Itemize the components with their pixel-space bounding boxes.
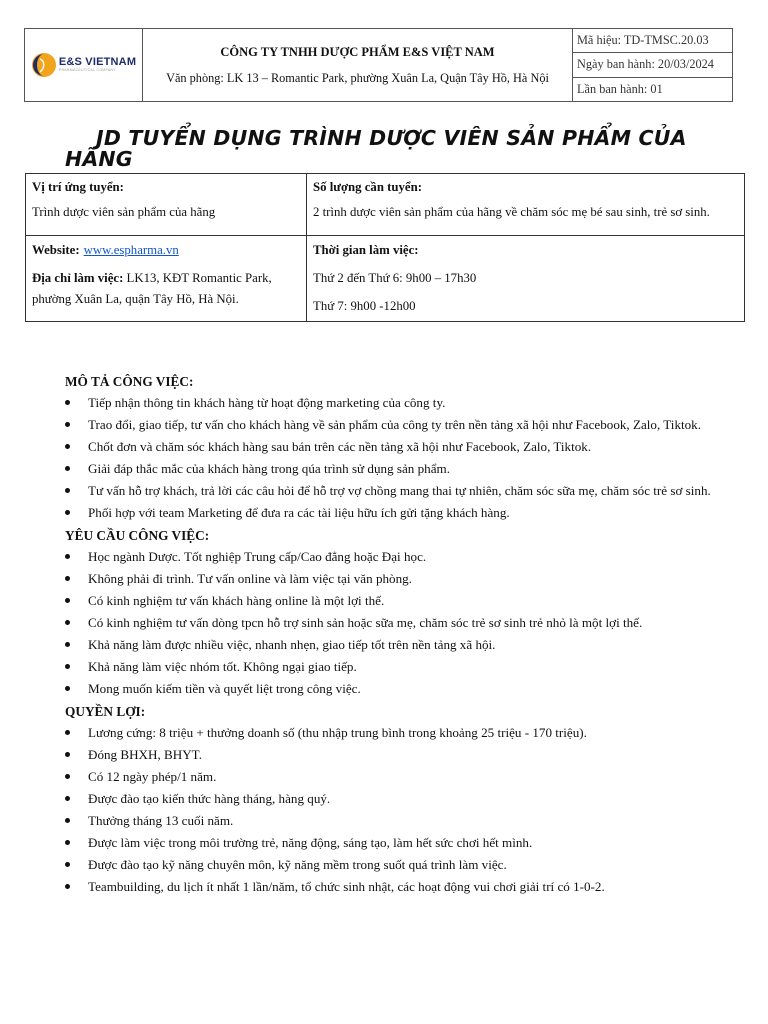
office-address: Văn phòng: LK 13 – Romantic Park, phường Xuân La, Quận Tây Hồ, Hà Nội [166,70,549,85]
document-meta [573,29,732,101]
list-item: Học ngành Dược. Tốt nghiệp Trung cấp/Cao đẳng hoặc Đại học. [65,549,725,564]
list-item: Đóng BHXH, BHYT. [65,747,725,762]
position-value: Trình dược viên sản phẩm của hãng [32,205,216,219]
list-item: Không phải đi trình. Tư vấn online và làm việc tại văn phòng. [65,571,725,586]
quantity-cell [307,174,744,236]
list-item: Teambuilding, du lịch ít nhất 1 lần/năm, tổ chức sinh nhật, các hoạt động vui chơi giải trí có 1-0-2. [65,879,725,894]
list-item: Khả năng làm được nhiều việc, nhanh nhẹn, giao tiếp tốt trên nền tảng xã hội. [65,637,725,652]
address-value: LK13, KĐT Romantic Park, phường Xuân La, quận Tây Hồ, Hà Nội. [32,271,272,306]
list-item: Lương cứng: 8 triệu + thưởng doanh số (thu nhập trung bình trong khoảng 25 triệu - 170 triệu). [65,725,725,740]
list-item: Trao đổi, giao tiếp, tư vấn cho khách hàng về sản phẩm của công ty trên nền tảng xã hội như Facebook, Zalo, Tiktok. [65,417,725,432]
website-link[interactable]: www.espharma.vn [83,243,179,257]
list-item: Được đào tạo kiến thức hàng tháng, hàng quý. [65,791,725,806]
job-sections [65,373,725,901]
list-item: Có kinh nghiệm tư vấn dòng tpcn hỗ trợ sinh sản hoặc sữa mẹ, chăm sóc trẻ sơ sinh trẻ nhỏ là một lợi thế. [65,615,725,630]
list-item: Tiếp nhận thông tin khách hàng từ hoạt động marketing của công ty. [65,395,725,410]
doc-code: Mã hiệu: TD-TMSC.20.03 [573,29,732,53]
list-item: Có 12 ngày phép/1 năm. [65,769,725,784]
section-heading: MÔ TẢ CÔNG VIỆC: [65,374,194,389]
list-item: Giải đáp thắc mắc của khách hàng trong qúa trình sử dụng sản phẩm. [65,461,725,476]
list-item: Có kinh nghiệm tư vấn khách hàng online là một lợi thế. [65,593,725,608]
logo-name: E&S VIETNAM [58,56,137,68]
position-cell [26,174,307,236]
job-info-table [25,173,745,322]
section-benefits [65,703,725,894]
list-item: Được đào tạo kỹ năng chuyên môn, kỹ năng mềm trong suốt quá trình làm việc. [65,857,725,872]
list-item: Phối hợp với team Marketing để đưa ra các tài liệu hữu ích gửi tặng khách hàng. [65,505,725,520]
list-item: Tư vấn hỗ trợ khách, trả lời các câu hỏi để hỗ trợ vợ chồng mang thai tự nhiên, chăm sóc sữa mẹ, chăm sóc trẻ sơ sinh. [65,483,725,498]
list-item: Được làm việc trong môi trường trẻ, năng động, sáng tạo, làm hết sức chơi hết mình. [65,835,725,850]
address-label: Địa chỉ làm việc: [32,271,124,285]
issue-date: Ngày ban hành: 20/03/2024 [573,53,732,77]
company-logo [31,52,136,78]
logo-tagline: PHARMACEUTICAL COMPANY [58,68,116,72]
section-heading: QUYỀN LỢI: [65,704,146,719]
contact-cell [26,236,307,321]
page-title: JD TUYỂN DỤNG TRÌNH DƯỢC VIÊN SẢN PHẨM CỦA HÃNG [65,126,687,171]
list-item: Chốt đơn và chăm sóc khách hàng sau bán trên các nền tảng xã hội như Facebook, Zalo, Tiktok. [65,439,725,454]
website-label: Website: [32,243,80,257]
working-time-cell [307,236,744,321]
company-name: CÔNG TY TNHH DƯỢC PHẨM E&S VIỆT NAM [220,44,495,59]
list-item: Mong muốn kiếm tiền và quyết liệt trong công việc. [65,681,725,696]
company-cell [143,29,573,101]
work-address [32,268,300,310]
logo-cell [25,29,143,101]
time-saturday: Thứ 7: 9h00 -12h00 [313,299,416,313]
section-heading: YÊU CẦU CÔNG VIỆC: [65,528,210,543]
document-header [24,28,733,102]
quantity-value: 2 trình dược viên sản phẩm của hãng về chăm sóc mẹ bé sau sinh, trẻ sơ sinh. [313,205,710,219]
list-item: Khả năng làm việc nhóm tốt. Không ngại giao tiếp. [65,659,725,674]
time-label: Thời gian làm việc: [313,243,419,257]
section-requirements [65,527,725,696]
position-label: Vị trí ứng tuyển: [32,180,124,194]
quantity-label: Số lượng cần tuyển: [313,180,422,194]
section-job-description [65,373,725,520]
list-item: Thưởng tháng 13 cuối năm. [65,813,725,828]
issue-number: Lần ban hành: 01 [577,81,663,96]
time-weekday: Thứ 2 đến Thứ 6: 9h00 – 17h30 [313,271,477,285]
logo-mark-icon [31,52,57,78]
